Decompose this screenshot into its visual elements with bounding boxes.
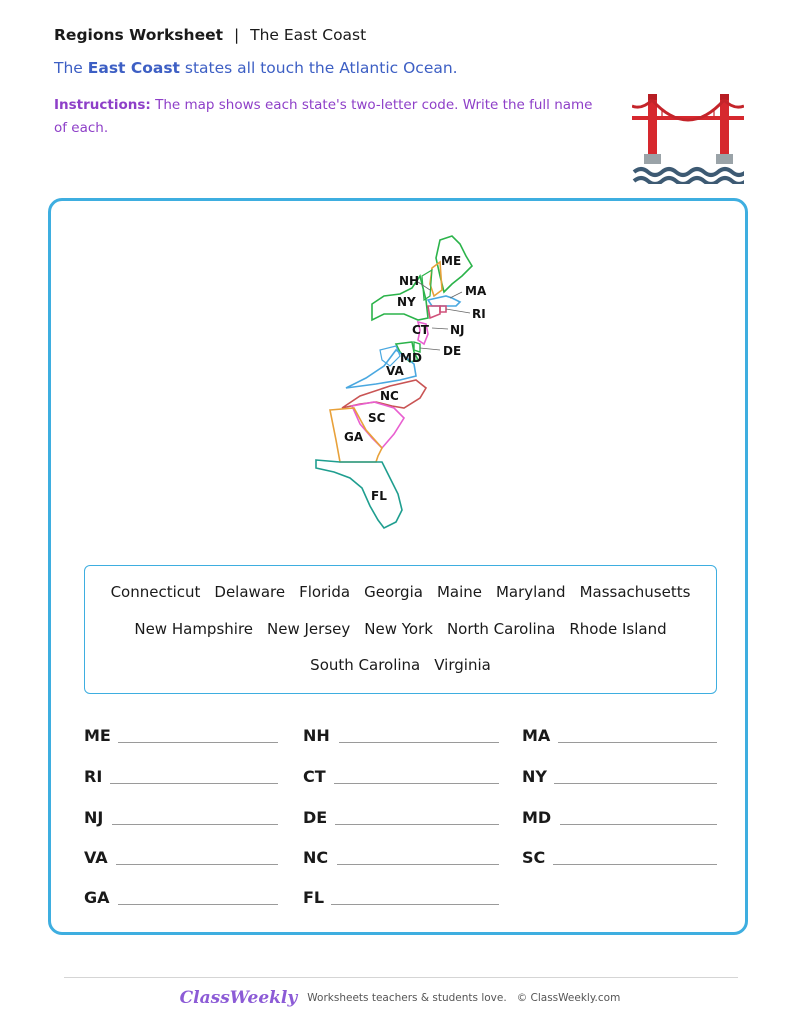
word-bank-word: Virginia xyxy=(434,656,491,674)
word-bank-word: Maine xyxy=(436,583,482,601)
answer-blank[interactable] xyxy=(110,783,278,784)
map-label: NY xyxy=(397,295,416,309)
word-bank-row xyxy=(85,583,716,601)
state-connecticut xyxy=(428,306,440,318)
word-bank-word: Georgia xyxy=(364,583,423,601)
answer-code: SC xyxy=(522,848,546,867)
word-bank-word: New York xyxy=(364,620,433,638)
answer-blank[interactable] xyxy=(118,742,278,743)
answer-code: MA xyxy=(522,726,551,745)
footer-copyright: © ClassWeekly.com xyxy=(516,992,621,1004)
state-massachusetts xyxy=(428,296,460,306)
classweekly-logo: ClassWeekly xyxy=(179,988,298,1008)
answer-blank[interactable] xyxy=(339,742,499,743)
answer-blank[interactable] xyxy=(553,864,717,865)
answer-blank[interactable] xyxy=(554,783,717,784)
word-bank-word: Rhode Island xyxy=(569,620,667,638)
instructions-label: Instructions: xyxy=(54,97,151,113)
word-bank-word: Maryland xyxy=(495,583,566,601)
answer-blank[interactable] xyxy=(116,864,278,865)
word-bank-word: New Jersey xyxy=(267,620,351,638)
map-label: NH xyxy=(399,274,420,288)
worksheet-title: Regions Worksheet xyxy=(54,26,224,44)
map-label: FL xyxy=(371,489,387,503)
answer-code: NH xyxy=(303,726,330,745)
footer-tagline: Worksheets teachers & students love. xyxy=(307,992,507,1004)
answer-blank[interactable] xyxy=(337,864,499,865)
state-rhode-island xyxy=(440,306,446,312)
answer-code: NY xyxy=(522,767,547,786)
answer-code: RI xyxy=(84,767,103,786)
state-west-virginia xyxy=(380,346,400,366)
subtitle-suffix: states all touch the Atlantic Ocean. xyxy=(179,59,458,77)
word-bank-word: South Carolina xyxy=(310,656,421,674)
answer-code: ME xyxy=(84,726,111,745)
map-label: MD xyxy=(400,351,422,365)
state-florida xyxy=(316,460,402,528)
answer-code: MD xyxy=(522,808,552,827)
word-bank-word: Florida xyxy=(299,583,351,601)
subtitle xyxy=(54,59,458,77)
answer-blank[interactable] xyxy=(334,783,499,784)
word-bank-word: New Hampshire xyxy=(134,620,254,638)
word-bank-word: North Carolina xyxy=(446,620,556,638)
map-label: ME xyxy=(441,254,462,268)
answer-code: NC xyxy=(303,848,329,867)
answer-blank[interactable] xyxy=(112,824,278,825)
map-label: CT xyxy=(412,323,429,337)
answer-code: DE xyxy=(303,808,328,827)
answer-code: VA xyxy=(84,848,108,867)
map-label: VA xyxy=(386,364,404,378)
worksheet-topic: The East Coast xyxy=(250,26,367,44)
footer-divider xyxy=(64,977,738,978)
answer-blank[interactable] xyxy=(118,904,278,905)
map-label: NC xyxy=(380,389,399,403)
word-bank xyxy=(84,565,717,694)
subtitle-highlight: East Coast xyxy=(87,59,180,77)
map-label: MA xyxy=(465,284,487,298)
golden-gate-bridge-icon xyxy=(632,94,744,184)
answer-blank[interactable] xyxy=(335,824,499,825)
east-coast-map xyxy=(300,228,500,538)
instructions xyxy=(54,94,594,140)
word-bank-row xyxy=(85,656,716,674)
worksheet-header xyxy=(54,26,366,44)
answer-code: CT xyxy=(303,767,326,786)
answer-code: FL xyxy=(303,888,325,907)
word-bank-word: Connecticut xyxy=(110,583,201,601)
map-label: SC xyxy=(368,411,386,425)
subtitle-prefix: The xyxy=(54,59,88,77)
answer-blank[interactable] xyxy=(331,904,499,905)
word-bank-word: Massachusetts xyxy=(579,583,691,601)
map-label: GA xyxy=(344,430,364,444)
word-bank-row xyxy=(85,620,716,638)
answer-code: GA xyxy=(84,888,110,907)
answer-blank[interactable] xyxy=(558,742,717,743)
word-bank-word: Delaware xyxy=(214,583,286,601)
answer-blank[interactable] xyxy=(560,824,717,825)
map-label: DE xyxy=(443,344,462,358)
map-label: NJ xyxy=(450,323,465,337)
footer xyxy=(0,988,800,1008)
instructions-text: The map shows each state's two-letter code. Write the full name of each. xyxy=(54,97,593,136)
map-label: RI xyxy=(472,307,486,321)
answer-code: NJ xyxy=(84,808,104,827)
header-separator: | xyxy=(233,26,240,44)
